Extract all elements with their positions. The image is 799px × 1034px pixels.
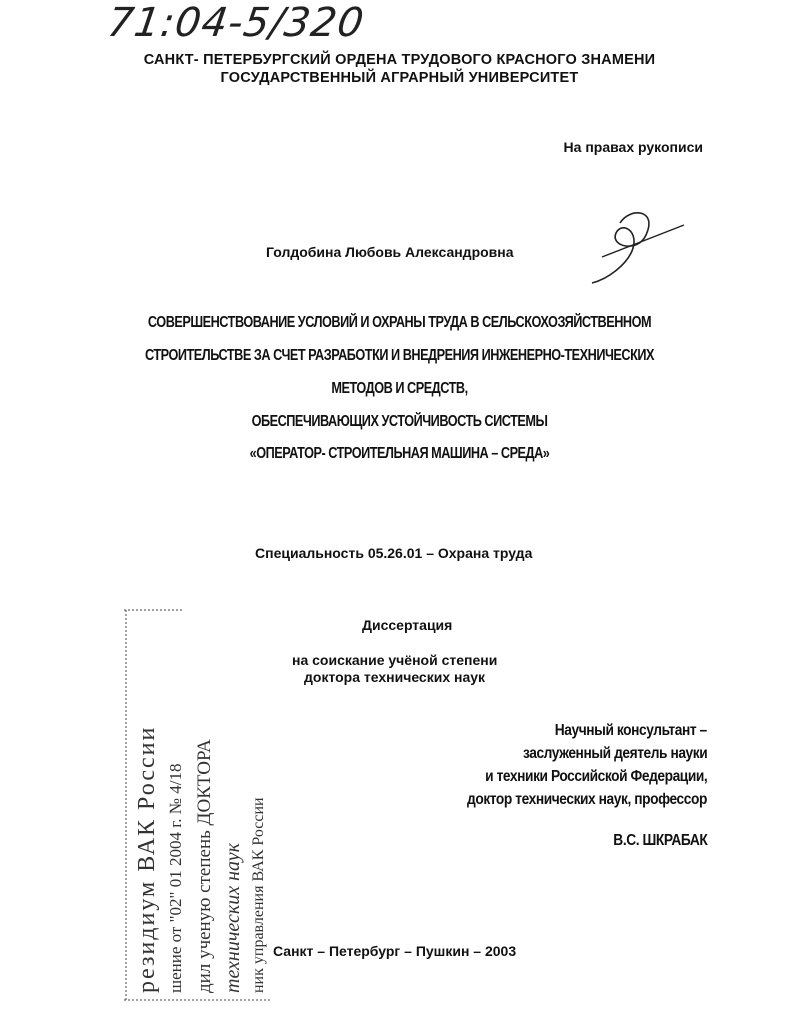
city-year: Санкт – Петербург – Пушкин – 2003 bbox=[273, 943, 517, 959]
university-name-line1: САНКТ- ПЕТЕРБУРГСКИЙ ОРДЕНА ТРУДОВОГО КРАСНОГО ЗНАМЕНИ bbox=[143, 52, 656, 68]
degree-line-2: доктора технических наук bbox=[304, 669, 486, 685]
university-name-line2: ГОСУДАРСТВЕННЫЙ АГРАРНЫЙ УНИВЕРСИТЕТ bbox=[220, 70, 579, 86]
vak-stamp bbox=[122, 608, 292, 1003]
title-line-3: МЕТОДОВ И СРЕДСТВ, bbox=[331, 380, 468, 397]
author-name: Голдобина Любовь Александровна bbox=[266, 244, 514, 260]
title-line-5: «ОПЕРАТОР- СТРОИТЕЛЬНАЯ МАШИНА – СРЕДА» bbox=[249, 445, 550, 462]
consultant-line-4: доктор технических наук, профессор bbox=[467, 791, 707, 808]
stamp-degree-awarded: дил ученую степень ДОКТОРА bbox=[194, 739, 215, 993]
archive-code: 71:04-5/320 bbox=[104, 0, 368, 46]
specialty: Специальность 05.26.01 – Охрана труда bbox=[255, 545, 533, 561]
manuscript-rights-note: На правах рукописи bbox=[563, 139, 703, 155]
stamp-presidium: резидиум ВАК России bbox=[134, 725, 160, 993]
stamp-field: технических наук bbox=[222, 842, 244, 993]
degree-line-1: на соискание учёной степени bbox=[292, 652, 498, 668]
consultant-name: В.С. ШКРАБАК bbox=[612, 832, 707, 849]
consultant-line-3: и техники Российской Федерации, bbox=[484, 768, 707, 785]
stamp-head-vak: ник управления ВАК России bbox=[250, 797, 267, 993]
stamp-decision-date: шение от "02" 01 2004 г. № 4/18 bbox=[166, 763, 185, 993]
signature-icon bbox=[580, 205, 700, 285]
title-line-1: СОВЕРШЕНСТВОВАНИЕ УСЛОВИЙ И ОХРАНЫ ТРУДА В СЕЛЬСКОХОЗЯЙСТВЕННОМ bbox=[147, 314, 652, 331]
consultant-line-2: заслуженный деятель науки bbox=[522, 745, 707, 762]
dissertation-label: Диссертация bbox=[362, 617, 453, 633]
title-line-4: ОБЕСПЕЧИВАЮЩИХ УСТОЙЧИВОСТЬ СИСТЕМЫ bbox=[251, 413, 548, 430]
consultant-line-1: Научный консультант – bbox=[554, 722, 707, 739]
title-line-2: СТРОИТЕЛЬСТВЕ ЗА СЧЕТ РАЗРАБОТКИ И ВНЕДРЕНИЯ ИНЖЕНЕРНО-ТЕХНИЧЕСКИХ bbox=[145, 347, 654, 364]
